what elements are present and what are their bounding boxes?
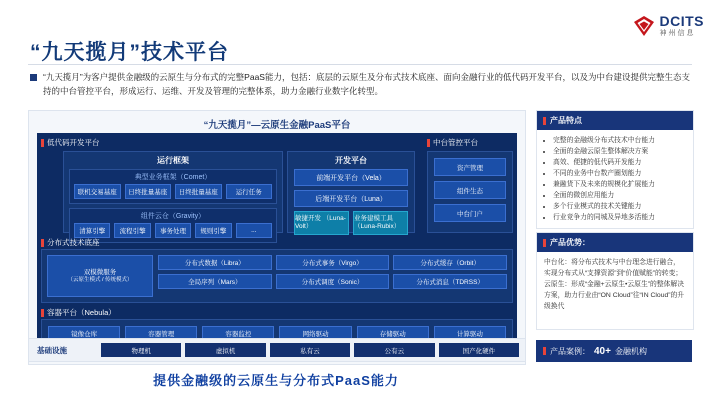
gravity-chip[interactable]: 流程引擎 <box>114 223 150 238</box>
distributed-chip[interactable]: 分布式数据（Libra） <box>158 255 272 270</box>
infra-chip[interactable]: 物理机 <box>101 343 181 357</box>
intro-block <box>30 70 690 98</box>
gravity-chip[interactable]: 清算引擎 <box>74 223 110 238</box>
red-tick-icon <box>41 139 44 147</box>
square-bullet-icon <box>30 74 37 81</box>
distributed-chip[interactable]: 分布式调度（Sonic） <box>276 274 390 289</box>
advantages-card <box>536 232 694 330</box>
case-number: 40+ <box>594 345 611 357</box>
section-label-console: 中台管控平台 <box>427 137 478 148</box>
distributed-chip[interactable]: 分布式消息（TDRSS） <box>393 274 507 289</box>
container-chip[interactable]: 容器管理 <box>125 326 197 341</box>
red-tick-icon <box>427 139 430 147</box>
red-tick-icon <box>543 239 546 247</box>
container-chip[interactable]: 存储驱动 <box>357 326 429 341</box>
distributed-chip[interactable]: 分布式缓存（Orbit） <box>393 255 507 270</box>
runtime-chip[interactable]: 日终批量基座 <box>125 184 172 199</box>
list-item: • 高效、便捷的低代码开发能力 <box>553 157 686 168</box>
list-item: • 全面的金融云原生整体解决方案 <box>553 146 686 157</box>
list-item: • 兼融货下及未来的规模化扩展能力 <box>553 179 686 190</box>
footer-slogan: 提供金融级的云原生与分布式PaaS能力 <box>153 373 399 388</box>
runtime-chip[interactable]: 运行任务 <box>226 184 273 199</box>
logo-text-en: DCITS <box>659 13 704 29</box>
intro-text: “九天揽月”为客户提供金融级的云原生与分布式的完整PaaS能力，包括：底层的云原生及分布式技术底座、面向金融行业的低代码开发平台，以及为中台建设提供完整生态支持的中台管控平台，形成运行、运维、开发及管理的完整体系，助力金融行业数字化转型。 <box>43 72 690 97</box>
section-label-lowcode: 低代码开发平台 <box>41 137 100 148</box>
distributed-chip[interactable]: 分布式事务（Virgo） <box>276 255 390 270</box>
infra-chip[interactable]: 私有云 <box>270 343 350 357</box>
title-divider <box>28 64 692 65</box>
infra-chip[interactable]: 公有云 <box>354 343 434 357</box>
runtime-panel[interactable] <box>63 151 283 233</box>
console-panel[interactable] <box>427 151 513 233</box>
container-chip[interactable]: 容器监控 <box>202 326 274 341</box>
gravity-subpanel[interactable] <box>69 208 277 243</box>
red-tick-icon <box>41 309 44 317</box>
console-chip-portal[interactable]: 中台门户 <box>434 204 506 222</box>
runtime-panel-title: 运行框架 <box>157 156 189 165</box>
infrastructure-strip <box>28 338 526 362</box>
advantages-card-body: 中台化：将分布式技术与中台理念进行融合，实现分布式从“支撑资源”到“价值赋能”的转变；云原生：形成“金融+云原生•云原生”的整体解决方案，助力行业由“ON Cloud”往“IN Cloud”的升级换代 <box>544 259 685 310</box>
container-chip[interactable]: 镜像仓库 <box>48 326 120 341</box>
case-unit: 金融机构 <box>614 346 647 356</box>
section-label-distributed: 分布式技术底座 <box>41 237 100 248</box>
runtime-chip[interactable]: 日终批量基座 <box>175 184 222 199</box>
features-card <box>536 110 694 229</box>
list-item: • 全面的微创应用能力 <box>553 190 686 201</box>
dev-chip-modeling[interactable]: 业务建模工具 （Luna-Rubix） <box>353 211 408 235</box>
board-inner <box>37 133 517 355</box>
console-chip-ecology[interactable]: 组件生态 <box>434 181 506 199</box>
dual-mode-microservice-chip[interactable]: 双模微服务 （云原生模式 / 传统模式） <box>47 255 153 297</box>
infra-chip[interactable]: 国产化硬件 <box>439 343 519 357</box>
dcits-diamond-icon <box>633 15 655 37</box>
dev-platform-panel[interactable] <box>287 151 415 233</box>
gravity-chip[interactable]: 事务处理 <box>155 223 191 238</box>
dev-chip-agile[interactable]: 敏捷开发 （Luna-Volt） <box>294 211 349 235</box>
comet-subpanel[interactable] <box>69 169 277 204</box>
list-item: • 不同的业务中台数产圈划能力 <box>553 168 686 179</box>
distributed-panel[interactable] <box>41 249 513 303</box>
gravity-chip[interactable]: 规则引擎 <box>195 223 231 238</box>
dev-platform-title: 开发平台 <box>335 156 367 165</box>
infrastructure-label: 基础设施 <box>37 345 67 355</box>
distributed-chip[interactable]: 全局序列（Mars） <box>158 274 272 289</box>
features-card-title: 产品特点 <box>537 111 693 130</box>
red-tick-icon <box>543 117 546 125</box>
comet-title: 典型业务框架（Comet） <box>134 174 212 181</box>
advantages-card-title: 产品优势： <box>537 233 693 252</box>
list-item: • 行业竞争力的同城及异地多活能力 <box>553 212 686 223</box>
brand-logo <box>633 14 705 37</box>
red-tick-icon <box>41 239 44 247</box>
infra-chip[interactable]: 虚拟机 <box>185 343 265 357</box>
runtime-chip[interactable]: 联机交易基座 <box>74 184 121 199</box>
features-card-body <box>537 130 693 228</box>
dev-chip-backend[interactable]: 后端开发平台（Luna） <box>294 190 408 207</box>
red-tick-icon <box>543 347 546 355</box>
section-label-container: 容器平台（Nebula） <box>41 307 116 318</box>
gravity-title: 组件云仓（Gravity） <box>140 213 206 220</box>
container-chip[interactable]: 网络驱动 <box>279 326 351 341</box>
list-item: • 多个行业模式的技术关键能力 <box>553 201 686 212</box>
logo-text-cn: 神州信息 <box>659 30 696 37</box>
container-chip[interactable]: 计算驱动 <box>434 326 506 341</box>
page-title: “九天揽月”技术平台 <box>30 41 229 64</box>
dev-chip-frontend[interactable]: 前端开发平台（Vela） <box>294 169 408 186</box>
architecture-board <box>28 110 526 365</box>
board-title: “九天揽月”—云原生金融PaaS平台 <box>203 120 351 131</box>
case-card <box>536 340 692 362</box>
gravity-chip[interactable]: ... <box>236 223 272 238</box>
case-card-title: 产品案例： <box>550 346 590 356</box>
list-item: • 完整的金融级分布式技术中台能力 <box>553 135 686 146</box>
console-chip-asset[interactable]: 资产管理 <box>434 158 506 176</box>
